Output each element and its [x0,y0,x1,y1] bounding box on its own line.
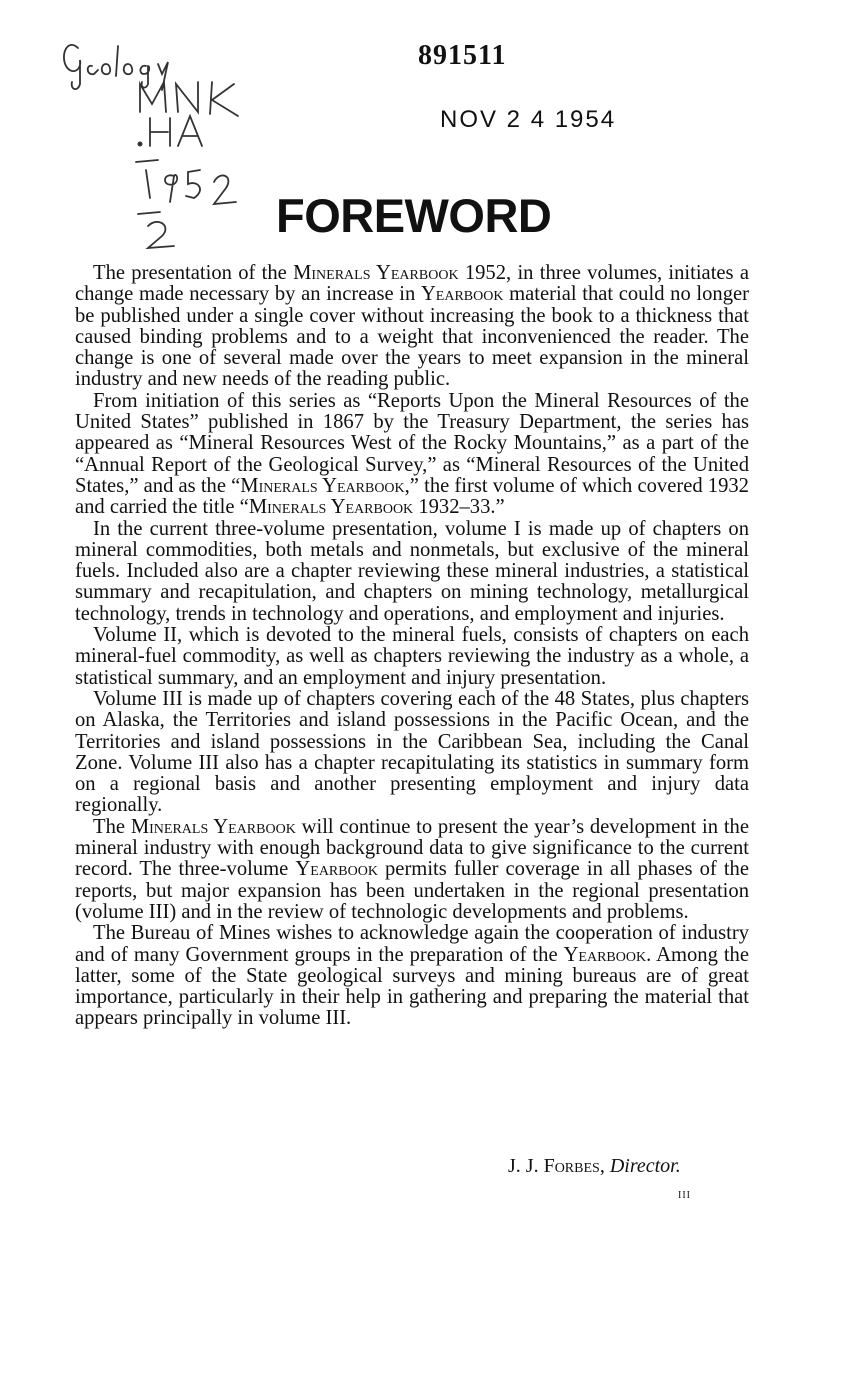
paragraph-2: From initiation of this series as “Reports Upon the Mineral Resources of the United States” published in 1867 by the Treasury Department, the series has appeared as “Mineral Resources West of the Rocky Mountains,” as a part of the “Annual Report of the Geological Survey,” as “Mineral Resources of the United States,” and as the “Minerals Yearbook,” the first volume of which covered 1932 and carried the title “Minerals Yearbook 1932–33.” [75,389,749,519]
paragraph-3: In the current three-volume presentation, volume I is made up of chapters on mineral commodities, both metals and nonmetals, but exclusive of the mineral fuels. Included also are a chapter reviewing these mineral industries, a statistical summary and recapitulation, and chapters on mining technology, metallurgical technology, trends in technology and operations, and employment and injuries. [75,517,749,625]
received-date-stamp: NOV 2 4 1954 [440,106,617,133]
accession-number: 891511 [418,40,507,71]
paragraph-4: Volume II, which is devoted to the mineral fuels, consists of chapters on each mineral-fuel commodity, as well as chapters reviewing the industry as a whole, a statistical summary, and an employment and injury presentation. [75,624,749,689]
handwritten-call-number [58,26,258,256]
paragraph-1: The presentation of the Minerals Yearbook 1952, in three volumes, initiates a change made necessary by an increase in Yearbook material that could no longer be published under a single cover without increasing the book to a thickness that caused binding problems and to a weight that inconvenienced the reader. The change is one of several made over the years to meet expansion in the mineral industry and new needs of the reading public. [75,262,749,391]
signatory-title: Director. [609,1155,681,1177]
paragraph-7: The Bureau of Mines wishes to acknowledge again the cooperation of industry and of many Government groups in the preparation of the Yearbook. Among the latter, some of the State geological surveys and mining bureaus are of great importance, particularly in their help in gathering and preparing the material that appears principally in volume III. [75,922,749,1030]
page-title: FOREWORD [276,189,552,242]
page-number: iii [678,1187,691,1202]
foreword-body [75,263,749,1030]
signature: J. J. Forbes, Director. [508,1155,681,1177]
paragraph-6: The Minerals Yearbook will continue to present the year’s development in the mineral industry with enough background data to give significance to the current record. The three-volume Yearbook permits fuller coverage in all phases of the reports, but major expansion has been undertaken in the regional presentation (volume III) and in the review of technologic developments and problems. [75,815,749,923]
paragraph-5: Volume III is made up of chapters covering each of the 48 States, plus chapters on Alaska, the Territories and island possessions in the Pacific Ocean, and the Territories and island possessions in the Caribbean Sea, including the Canal Zone. Volume III also has a chapter recapitulating its statistics in summary form on a regional basis and another presenting employment and injury data regionally. [75,687,749,817]
signatory-name: J. J. Forbes [508,1155,600,1177]
